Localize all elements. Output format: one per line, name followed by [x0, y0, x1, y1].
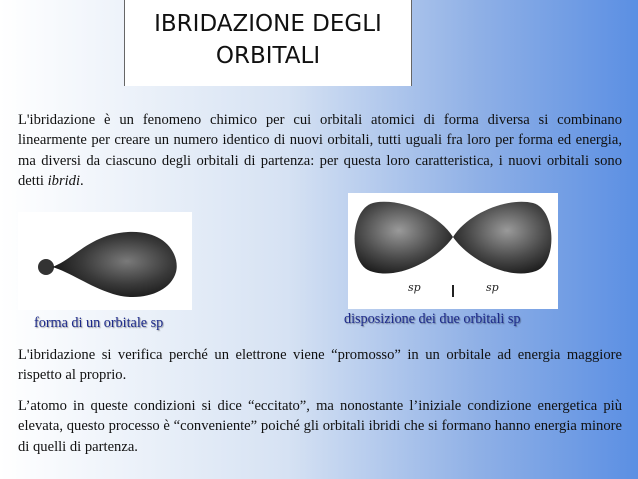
- sp-single-caption: forma di un orbitale sp: [34, 315, 164, 331]
- title-line-2: ORBITALI: [215, 43, 321, 69]
- sp-orbital-image: [18, 212, 192, 310]
- intro-italic-word: ibridi: [47, 173, 81, 190]
- excited-paragraph: L’atomo in queste condizioni si dice “eccitato”, ma nonostante l’iniziale condizione energetica più elevata, questo processo è “conveniente” poiché gli orbitali ibridi che si formano hanno energia minore di quelli di partenza.: [18, 398, 622, 455]
- intro-end: .: [80, 173, 84, 190]
- sp-pair-caption: disposizione dei due orbitali sp: [344, 311, 521, 327]
- intro-paragraph: [18, 110, 622, 192]
- promotion-paragraph: L'ibridazione si verifica perché un elettrone viene “promosso” in un orbitale ad energia maggiore rispetto al proprio.: [18, 347, 622, 384]
- sp-left-label: sp: [408, 281, 421, 294]
- sp-right-label: sp: [486, 281, 499, 294]
- title-line-1: IBRIDAZIONE DEGLI: [154, 11, 382, 37]
- intro-text: L'ibridazione è un fenomeno chimico per cui orbitali atomici di forma diversa si combinano linearmente per creare un numero identico di nuovi orbitali, tutti uguali fra loro per forma ed energia, ma diversi da ciascuno degli orbitali di partenza: per questa loro caratteristica, i nuovi orbitali sono detti: [18, 112, 622, 190]
- sp-pair-image: [348, 193, 558, 309]
- slide-title: [124, 0, 412, 86]
